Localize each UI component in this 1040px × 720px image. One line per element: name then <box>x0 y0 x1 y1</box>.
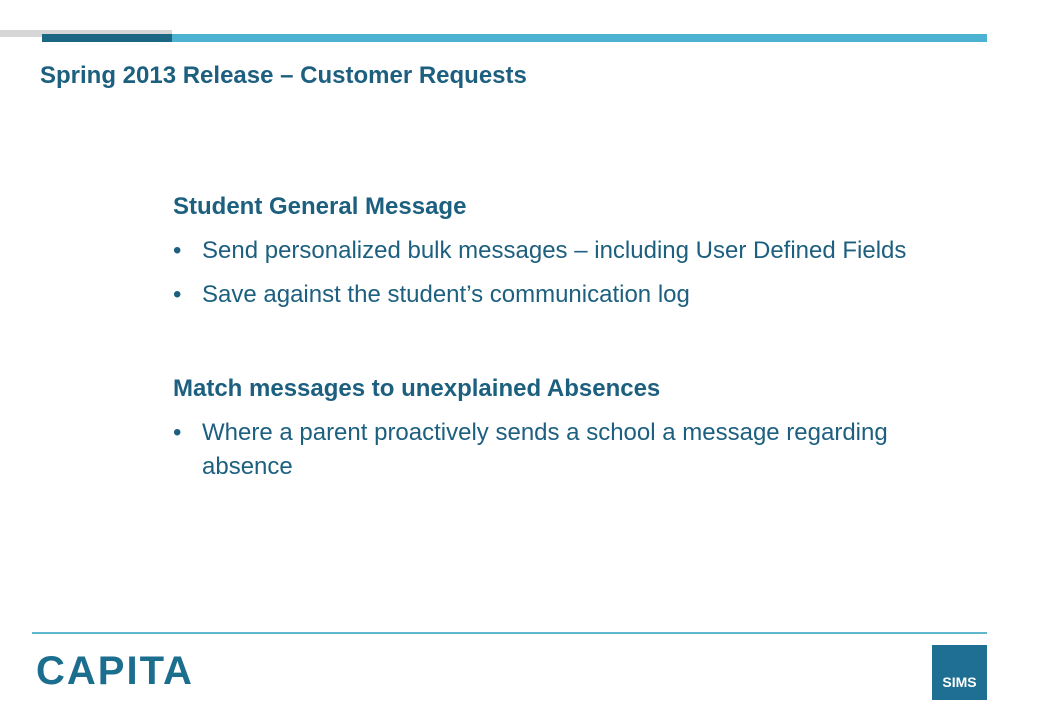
bullet-item <box>173 234 983 268</box>
bullet-dot-icon: • <box>173 237 182 264</box>
bullet-dot-icon: • <box>173 419 182 446</box>
bullet-list <box>173 416 983 484</box>
section-spacer <box>173 312 983 372</box>
bullet-item <box>173 416 983 484</box>
sims-badge-label: SIMS <box>942 674 977 690</box>
bullet-text: Send personalized bulk messages – including User Defined Fields <box>202 237 907 264</box>
bullet-text: Where a parent proactively sends a school a message regarding absence <box>202 419 888 480</box>
section-match-messages <box>173 372 983 484</box>
header-accent-teal-bar <box>42 34 987 42</box>
section-heading: Student General Message <box>173 193 467 220</box>
section-heading: Match messages to unexplained Absences <box>173 375 661 402</box>
bullet-item <box>173 278 983 312</box>
bullet-dot-icon: • <box>173 281 182 308</box>
bullet-list <box>173 234 983 312</box>
slide-title: Spring 2013 Release – Customer Requests <box>40 62 527 89</box>
header-accent-dark-bar <box>42 34 172 42</box>
sims-logo-badge <box>932 645 987 700</box>
section-student-general-message <box>173 190 983 312</box>
capita-logo: CAPITA <box>36 649 194 693</box>
slide-content <box>173 190 983 484</box>
footer-divider <box>32 632 987 634</box>
bullet-text: Save against the student’s communication log <box>202 281 690 308</box>
